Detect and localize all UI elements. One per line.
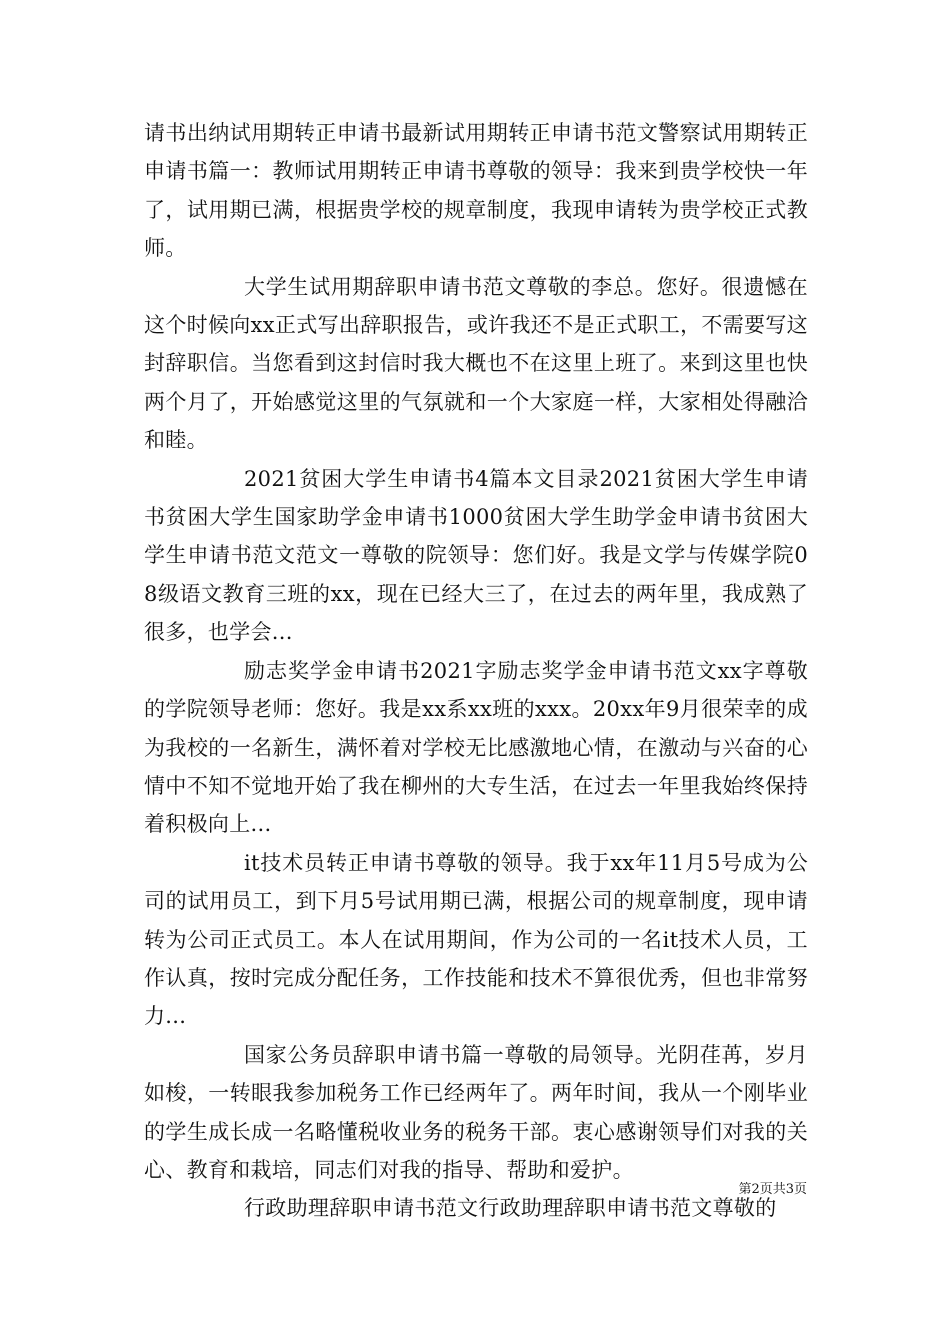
page-number-footer: 第2页共3页 <box>738 1182 807 1197</box>
paragraph-7: 行政助理辞职申请书范文行政助理辞职申请书范文尊敬的 <box>244 1196 777 1221</box>
paragraph-3: 2021贫困大学生申请书4篇本文目录2021贫困大学生申请书贫困大学生国家助学金申请书1000贫困大学生助学金申请书贫困大学生申请书范文范文一尊敬的院领导：您们好。我是文学与传媒学院08级语文教育三班的xx，现在已经大三了，在过去的两年里，我成熟了很多，也学会... <box>144 466 808 645</box>
document-body <box>144 114 808 1228</box>
paragraph-6: 国家公务员辞职申请书篇一尊敬的局领导。光阴荏苒，岁月如梭，一转眼我参加税务工作已经两年了。两年时间，我从一个刚毕业的学生成长成一名略懂税收业务的税务干部。衷心感谢领导们对我的关心、教育和栽培，同志们对我的指导、帮助和爱护。 <box>144 1042 808 1182</box>
paragraph-2: 大学生试用期辞职申请书范文尊敬的李总。您好。很遗憾在这个时候向xx正式写出辞职报告，或许我还不是正式职工，不需要写这封辞职信。当您看到这封信时我大概也不在这里上班了。来到这里也快两个月了，开始感觉这里的气氛就和一个大家庭一样，大家相处得融洽和睦。 <box>144 274 808 453</box>
paragraph-5: it技术员转正申请书尊敬的领导。我于xx年11月5号成为公司的试用员工，到下月5号试用期已满，根据公司的规章制度，现申请转为公司正式员工。本人在试用期间，作为公司的一名it技术人员，工作认真，按时完成分配任务，工作技能和技术不算很优秀，但也非常努力... <box>144 850 808 1029</box>
paragraph-1: 请书出纳试用期转正申请书最新试用期转正申请书范文警察试用期转正申请书篇一：教师试用期转正申请书尊敬的领导：我来到贵学校快一年了，试用期已满，根据贵学校的规章制度，我现申请转为贵学校正式教师。 <box>144 121 808 261</box>
paragraph-4: 励志奖学金申请书2021字励志奖学金申请书范文xx字尊敬的学院领导老师：您好。我是xx系xx班的xxx。20xx年9月很荣幸的成为我校的一名新生，满怀着对学校无比感激地心情，在激动与兴奋的心情中不知不觉地开始了我在柳州的大专生活，在过去一年里我始终保持着积极向上... <box>144 658 808 837</box>
